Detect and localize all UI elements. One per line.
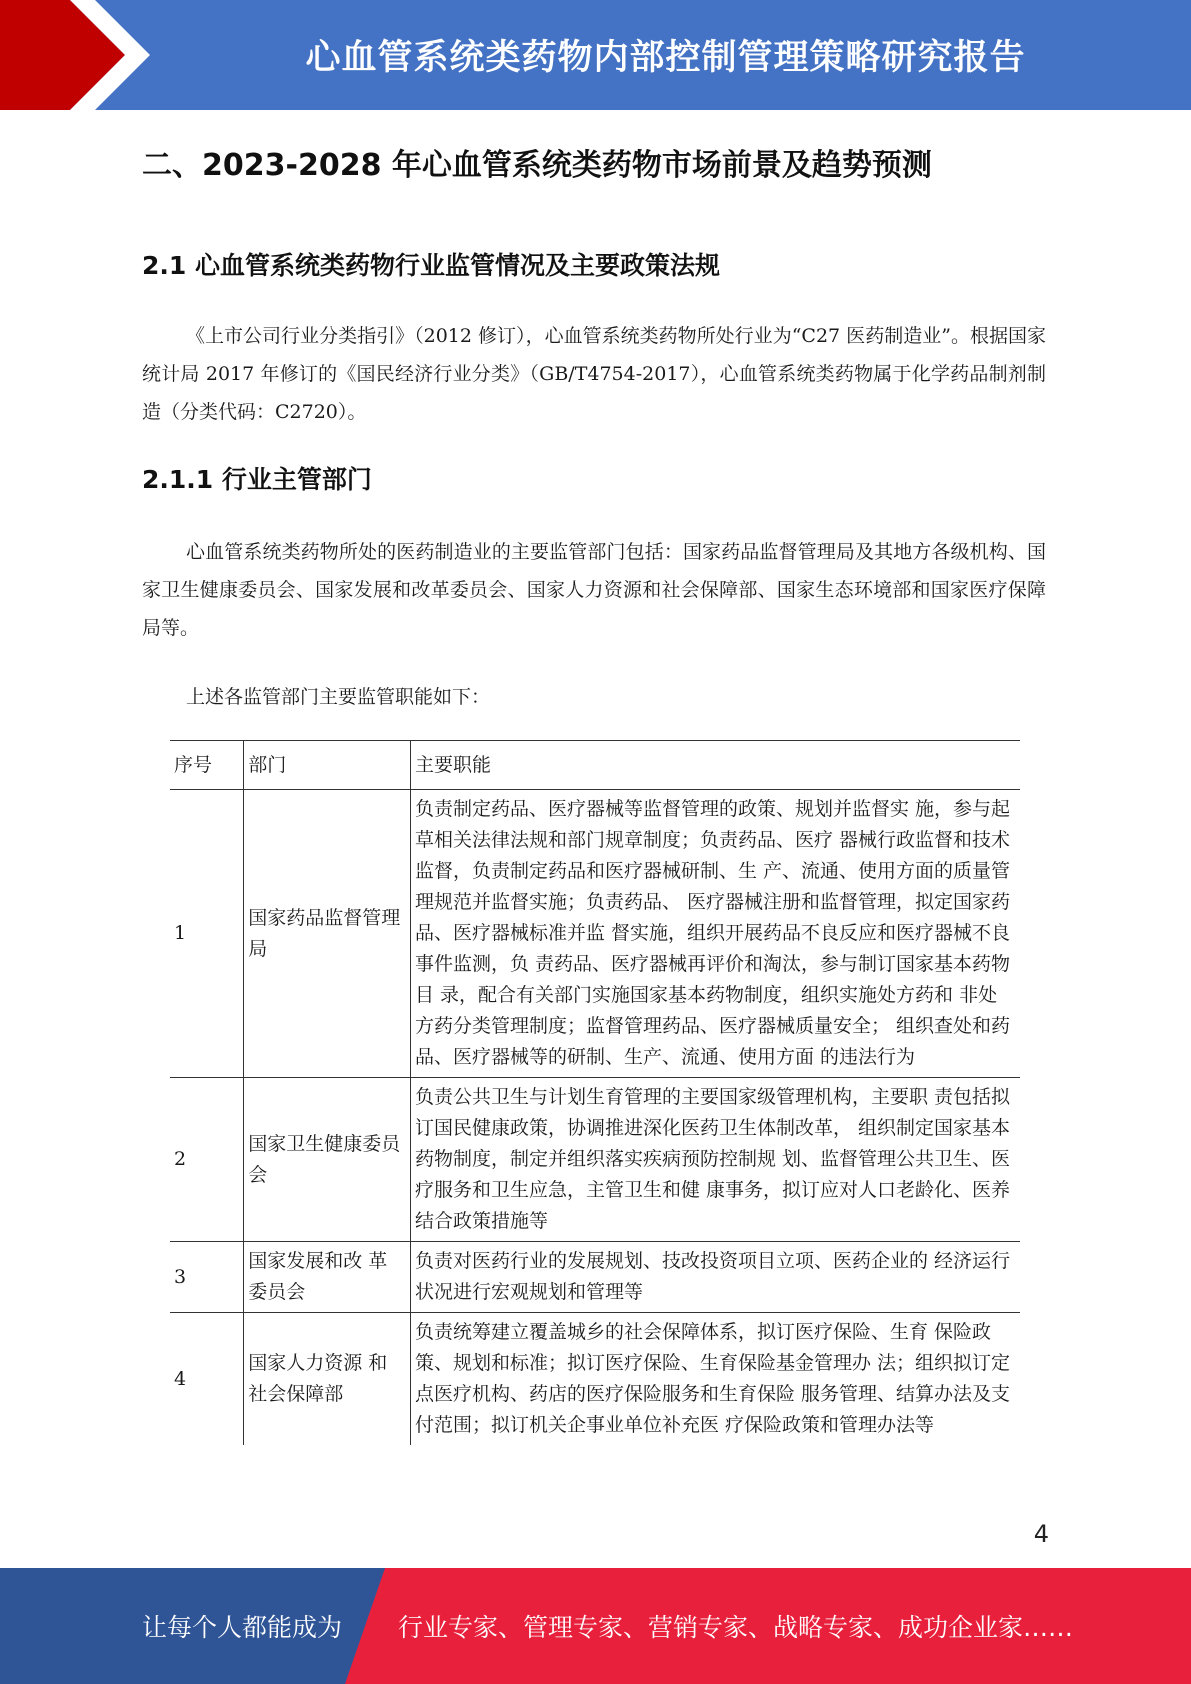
row-no: 4 [170, 1313, 244, 1446]
row-dept: 国家人力资源 和社会保障部 [244, 1313, 411, 1446]
col-header-duty: 主要职能 [411, 741, 1020, 790]
table-row [170, 1242, 1020, 1313]
row-dept: 国家卫生健康委员会 [244, 1078, 411, 1242]
section-heading: 二、2023-2028 年心血管系统类药物市场前景及趋势预测 [142, 148, 932, 183]
row-duty: 负责制定药品、医疗器械等监督管理的政策、规划并监督实 施，参与起草相关法律法规和部门规章制度；负责药品、医疗 器械行政监督和技术监督，负责制定药品和医疗器械研制、生 产、流通、使用方面的质量管理规范并监督实施；负责药品、 医疗器械注册和监督管理，拟定国家药品、医疗器械标准并监 督实施，组织开展药品不良反应和医疗器械不良事件监测，负 责药品、医疗器械再评价和淘汰，参与制订国家基本药物目 录，配合有关部门实施国家基本药物制度，组织实施处方药和 非处方药分类管理制度；监督管理药品、医疗器械质量安全； 组织查处和药品、医疗器械等的研制、生产、流通、使用方面 的违法行为 [411, 790, 1020, 1078]
row-duty: 负责统筹建立覆盖城乡的社会保障体系，拟订医疗保险、生育 保险政策、规划和标准；拟订医疗保险、生育保险基金管理办 法；组织拟订定点医疗机构、药店的医疗保险服务和生育保险 服务管理、结算办法及支付范围；拟订机关企事业单位补充医 疗保险政策和管理办法等 [411, 1313, 1020, 1446]
footer-slogan-left: 让每个人都能成为 [142, 1613, 343, 1642]
col-header-dept: 部门 [244, 741, 411, 790]
paragraph-classification: 《上市公司行业分类指引》（2012 修订），心血管系统类药物所处行业为“C27 医药制造业”。根据国家统计局 2017 年修订的《国民经济行业分类》（GB/T4754-2017），心血管系统类药物属于化学药品制剂制造（分类代码：C2720）。 [142, 325, 1046, 423]
footer-banner [0, 1568, 1191, 1684]
subsubsection-heading: 2.1.1 行业主管部门 [142, 465, 372, 494]
header-arrow-shape [0, 0, 160, 110]
table-row [170, 790, 1020, 1078]
row-no: 3 [170, 1242, 244, 1313]
row-dept: 国家发展和改 革委员会 [244, 1242, 411, 1313]
paragraph-regulators: 心血管系统类药物所处的医药制造业的主要监管部门包括：国家药品监督管理局及其地方各级机构、国家卫生健康委员会、国家发展和改革委员会、国家人力资源和社会保障部、国家生态环境部和国家医疗保障局等。 [142, 541, 1046, 639]
regulator-table [170, 740, 1020, 1445]
table-row [170, 1078, 1020, 1242]
col-header-no: 序号 [170, 741, 244, 790]
table-row [170, 1313, 1020, 1446]
subsection-heading: 2.1 心血管系统类药物行业监管情况及主要政策法规 [142, 251, 720, 280]
row-dept: 国家药品监督管理局 [244, 790, 411, 1078]
report-title: 心血管系统类药物内部控制管理策略研究报告 [305, 38, 1026, 78]
page-number: 4 [1033, 1520, 1049, 1548]
row-no: 1 [170, 790, 244, 1078]
table-header-row [170, 741, 1020, 790]
row-no: 2 [170, 1078, 244, 1242]
footer-slogan-right: 行业专家、管理专家、营销专家、战略专家、成功企业家…… [398, 1613, 1074, 1642]
row-duty: 负责公共卫生与计划生育管理的主要国家级管理机构，主要职 责包括拟订国民健康政策，协调推进深化医药卫生体制改革， 组织制定国家基本药物制度，制定并组织落实疾病预防控制规 划、监督管理公共卫生、医疗服务和卫生应急，主管卫生和健 康事务，拟订应对人口老龄化、医养结合政策措施等 [411, 1078, 1020, 1242]
header-banner [0, 0, 1191, 110]
paragraph-table-intro: 上述各监管部门主要监管职能如下： [186, 686, 491, 708]
row-duty: 负责对医药行业的发展规划、技改投资项目立项、医药企业的 经济运行状况进行宏观规划和管理等 [411, 1242, 1020, 1313]
